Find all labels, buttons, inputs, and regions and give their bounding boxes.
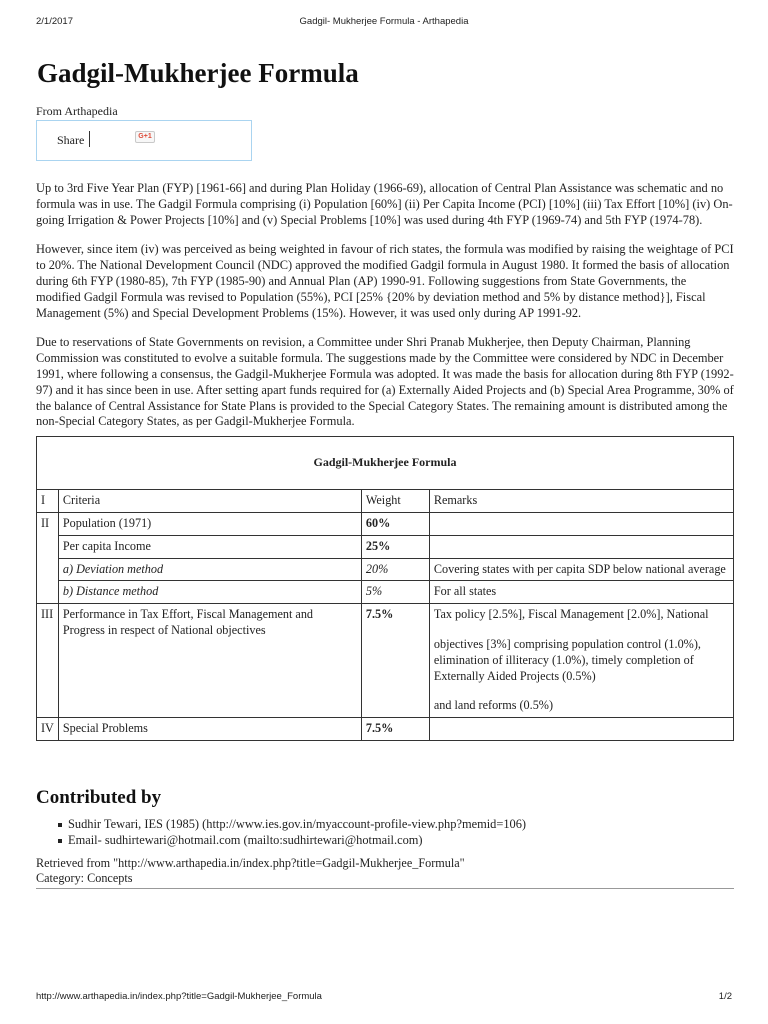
print-page-title: Gadgil- Mukherjee Formula - Arthapedia	[299, 16, 469, 27]
table-caption-row	[37, 437, 734, 490]
retrieved-from: Retrieved from "http://www.arthapedia.in/index.php?title=Gadgil-Mukherjee_Formula"	[36, 856, 465, 871]
header-criteria: Criteria	[58, 490, 361, 513]
table-row	[37, 604, 734, 718]
row-num: II	[37, 512, 59, 603]
remarks-line: and land reforms (0.5%)	[433, 698, 554, 713]
share-divider	[89, 131, 90, 147]
table-row	[37, 512, 734, 535]
row-weight: 7.5%	[361, 604, 429, 718]
row-remarks	[429, 604, 733, 718]
table-row	[37, 558, 734, 581]
row-criteria: Population (1971)	[58, 512, 361, 535]
print-header	[36, 16, 732, 30]
table-header-row	[37, 490, 734, 513]
row-weight: 60%	[361, 512, 429, 535]
footer-url: http://www.arthapedia.in/index.php?title=Gadgil-Mukherjee_Formula	[36, 991, 322, 1002]
remarks-line: Tax policy [2.5%], Fiscal Management [2.0%], National	[433, 607, 709, 622]
header-weight: Weight	[361, 490, 429, 513]
row-criteria: Per capita Income	[58, 535, 361, 558]
row-remarks	[429, 718, 733, 741]
row-num: III	[37, 604, 59, 718]
row-weight: 20%	[361, 558, 429, 581]
email-link[interactable]: Email- sudhirtewari@hotmail.com (mailto:sudhirtewari@hotmail.com)	[66, 833, 734, 849]
page-number: 1/2	[718, 991, 732, 1002]
intro-paragraph: Up to 3rd Five Year Plan (FYP) [1961-66] and during Plan Holiday (1966-69), allocation of Central Plan Assistance was schematic and no formula was in use. The Gadgil Formula comprising (i) Population [60%] (ii) Per Capita Income (PCI) [10%] (iii) Tax Effort [10%] (iv) On-going Irrigation & Power Projects [10%] and (v) Special Problems [10%] was used during 4th FYP (1969-74) and 5th FYP (1974-78).	[36, 181, 733, 227]
header-num: I	[37, 490, 59, 513]
table-row	[37, 535, 734, 558]
contributor-list	[66, 817, 734, 848]
contributor-link[interactable]: Sudhir Tewari, IES (1985) (http://www.ies.gov.in/myaccount-profile-view.php?memid=106)	[66, 817, 734, 833]
modification-paragraph: However, since item (iv) was perceived as being weighted in favour of rich states, the formula was modified by raising the weightage of PCI to 20%. The National Development Council (NDC) approved the modified Gadgil formula in August 1980. It formed the basis of allocation during 6th FYP (1980-85), 7th FYP (1985-90) and Annual Plan (AP) 1990-91. Following suggestions from State Governments, the modified Gadgil Formula was revised to Population (55%), PCI [25% {20% by deviation method and 5% by distance method}], Fiscal Management (5%) and Special Development Problems (15%). However, it was used only during AP 1991-92.	[36, 242, 734, 320]
row-weight: 5%	[361, 581, 429, 604]
category-link[interactable]: Category: Concepts	[36, 871, 734, 889]
print-date: 2/1/2017	[36, 16, 73, 27]
remarks-line: objectives [3%] comprising population control (1.0%), elimination of illiteracy (1.0%), timely completion of Externally Aided Projects (0.5%)	[433, 636, 701, 683]
table-row	[37, 718, 734, 741]
share-widget	[36, 120, 252, 161]
committee-paragraph: Due to reservations of State Governments on revision, a Committee under Shri Pranab Mukherjee, then Deputy Chairman, Planning Commission was constituted to evolve a suitable formula. The suggestions made by the Committee were considered by NDC in December 1991, where following a consensus, the Gadgil-Mukherjee Formula was adopted. It was made the basis for allocation during 8th FYP (1992-97) and it has since been in use. After setting apart funds required for (a) Externally Aided Projects and (b) Special Area Programme, 30% of the balance of Central Assistance for State Plans is provided to the Special Category States. The remaining amount is distributed among the non-Special Category States, as per Gadgil-Mukherjee Formula.	[36, 335, 734, 429]
row-criteria: Performance in Tax Effort, Fiscal Management and Progress in respect of National objectives	[58, 604, 361, 718]
row-criteria: b) Distance method	[58, 581, 361, 604]
article-content	[36, 58, 734, 889]
formula-table	[36, 436, 734, 741]
table-caption: Gadgil-Mukherjee Formula	[37, 437, 734, 490]
print-footer	[36, 991, 732, 1005]
google-plus-icon[interactable]: G+1	[135, 131, 155, 143]
header-remarks: Remarks	[429, 490, 733, 513]
row-remarks: Covering states with per capita SDP below national average	[429, 558, 733, 581]
row-criteria: Special Problems	[58, 718, 361, 741]
row-remarks	[429, 512, 733, 535]
row-num: IV	[37, 718, 59, 741]
page-title: Gadgil-Mukherjee Formula	[37, 58, 359, 88]
share-button[interactable]: Share	[57, 133, 85, 147]
table-row	[37, 581, 734, 604]
from-line: From Arthapedia	[36, 104, 118, 118]
row-weight: 25%	[361, 535, 429, 558]
row-weight: 7.5%	[361, 718, 429, 741]
contributed-by-heading: Contributed by	[36, 786, 162, 808]
row-remarks	[429, 535, 733, 558]
row-remarks: For all states	[429, 581, 733, 604]
row-criteria: a) Deviation method	[58, 558, 361, 581]
